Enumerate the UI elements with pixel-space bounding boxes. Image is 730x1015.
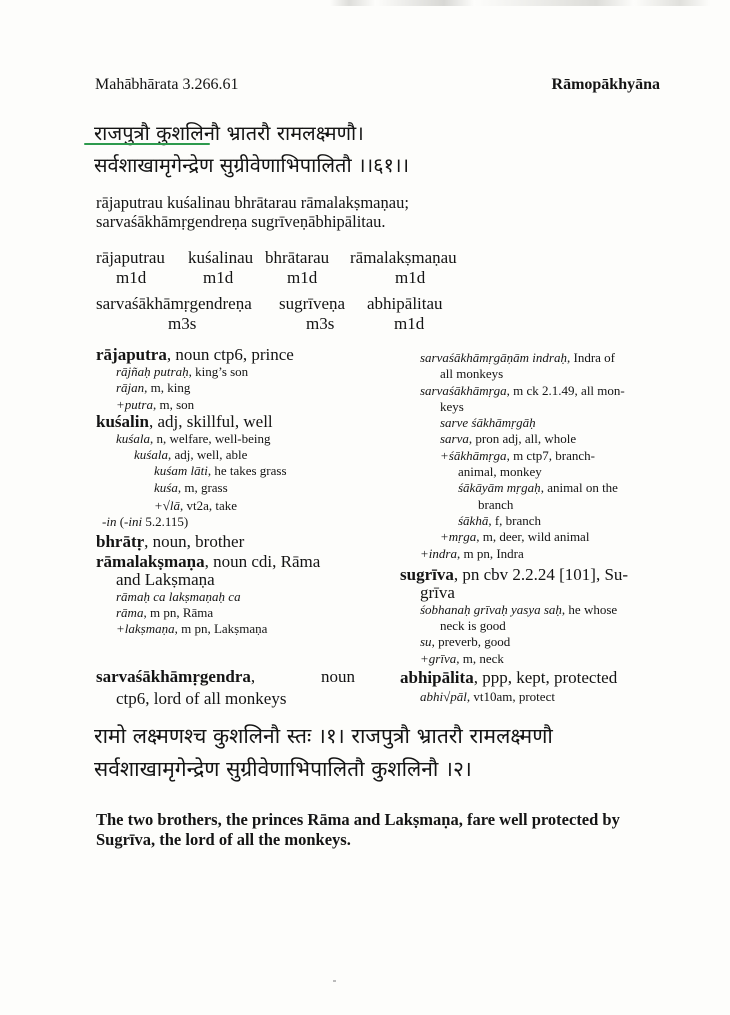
entry-sub-line: +putra, m, son [116, 396, 195, 412]
analysis-tag: m1d [394, 314, 425, 333]
header-reference: Mahābhārata 3.266.61 [95, 76, 239, 93]
entry-sub-line: śobhanaḥ grīvaḥ yasya saḥ, he whose [420, 601, 618, 617]
analysis-tag: m1d [203, 268, 234, 287]
headword: sarvaśākhāmṛgendra [96, 666, 251, 686]
page-speck [333, 980, 336, 982]
entry-headword-line: sarvaśākhāmṛgendra, noun [96, 666, 355, 686]
analysis-word: kuśalinau [188, 248, 254, 267]
entry-headword-line: abhipālita, ppp, kept, protected [400, 668, 618, 688]
glossary-left-column [96, 346, 396, 708]
entry-sub-line: kuśala, adj, well, able [134, 447, 248, 463]
prose-devanagari-line-2: सर्वशाखामृगेन्द्रेण सुग्रीवेणाभिपालितौ कुशलिनौ ।२। [94, 757, 472, 781]
entry-sub-line: all monkeys [440, 366, 504, 382]
analysis-word: rājaputrau [96, 248, 165, 267]
green-underline [84, 143, 210, 145]
analysis-tag: m3s [168, 314, 197, 333]
entry-sub-line: sarve śākhāmṛgāḥ [440, 415, 536, 431]
verse-devanagari-line-2: सर्वशाखामृगेन्द्रेण सुग्रीवेणाभिपालितौ ।।६१।। [94, 153, 410, 177]
analysis-word: rāmalakṣmaṇau [350, 248, 457, 267]
headword: rājaputra [96, 345, 167, 364]
entry-sub-line: kuśa, m, grass [154, 479, 228, 495]
english-translation: The two brothers, the princes Rāma and Lakṣmaṇa, fare well protected by Sugrīva, the lord of all the monkeys. [96, 810, 620, 849]
entry-sub-line: kuśala, n, welfare, well-being [116, 430, 271, 446]
entry-sub-line: branch [478, 496, 514, 512]
entry-headword-line: bhrātṛ, noun, brother [96, 531, 245, 551]
analysis-word: sarvaśākhāmṛgendreṇa [96, 294, 252, 313]
entry-sub-line: rājan, m, king [116, 380, 191, 396]
entry-sub-line: -in (-ini 5.2.115) [102, 514, 189, 530]
verse-devanagari-line-1: राजपुत्रौ कुशलिनौ भ्रातरौ रामलक्ष्मणौ। [94, 121, 364, 145]
analysis-tag: m1d [395, 268, 426, 287]
prose-devanagari-line-1: रामो लक्ष्मणश्च कुशलिनौ स्तः ।१। राजपुत्रौ भ्रातरौ रामलक्ष्मणौ [94, 724, 553, 748]
entry-headword-line: rājaputra, noun ctp6, prince [96, 345, 294, 364]
entry-continuation: and Lakṣmaṇa [116, 569, 215, 589]
analysis-word: abhipālitau [367, 294, 443, 313]
entry-sub-line: sarvaśākhāmṛgāṇām indraḥ, Indra of [420, 350, 615, 365]
analysis-tag: m3s [306, 314, 335, 333]
entry-continuation: ctp6, lord of all monkeys [116, 688, 287, 708]
entry-sub-line: neck is good [440, 618, 506, 634]
verse-roman-line-1: rājaputrau kuśalinau bhrātarau rāmalakṣmaṇau; [96, 193, 409, 212]
entry-sub-line: abhi√pāl, vt10am, protect [420, 689, 555, 705]
entry-sub-line: +grīva, m, neck [420, 650, 504, 666]
analysis-tag: m1d [287, 268, 318, 287]
verse-roman-line-2: sarvaśākhāmṛgendreṇa sugrīveṇābhipālitau. [96, 212, 386, 231]
entry-headword-line: sugrīva, pn cbv 2.2.24 [101], Su- [400, 564, 629, 584]
entry-sub-line: +√lā, vt2a, take [154, 498, 238, 514]
entry-sub-line: animal, monkey [458, 464, 542, 480]
analysis-word: sugrīveṇa [279, 294, 346, 313]
entry-sub-line: +indra, m pn, Indra [420, 545, 524, 561]
entry-sub-line: +mṛga, m, deer, wild animal [440, 529, 590, 545]
entry-sub-line: su, preverb, good [420, 634, 511, 650]
entry-headword-line: rāmalakṣmaṇa, noun cdi, Rāma [96, 551, 321, 571]
entry-sub-line: śākāyām mṛgaḥ, animal on the [458, 480, 618, 496]
header-title: Rāmopākhyāna [551, 76, 660, 93]
entry-sub-line: sarva, pron adj, all, whole [440, 431, 577, 447]
glossary-right-column [400, 350, 680, 705]
entry-sub-line: rāma, m pn, Rāma [116, 604, 214, 620]
headword: kuśalin [96, 411, 149, 431]
entry-sub-line: +lakṣmaṇa, m pn, Lakṣmaṇa [116, 621, 268, 637]
scan-artifact [330, 0, 710, 6]
analysis-tag: m1d [116, 268, 147, 287]
entry-headword-line: kuśalin, adj, skillful, well [96, 411, 273, 431]
headword: bhrātṛ [96, 531, 145, 551]
entry-sub-line: keys [440, 398, 464, 414]
entry-continuation: grīva [420, 582, 455, 602]
entry-sub-line: rāmaḥ ca lakṣmaṇaḥ ca [116, 588, 241, 604]
entry-sub-line: rājñaḥ putraḥ, king’s son [116, 364, 249, 379]
entry-sub-line: śākhā, f, branch [458, 512, 542, 528]
headword: rāmalakṣmaṇa [96, 551, 205, 571]
headword: sugrīva [400, 564, 454, 584]
entry-sub-line: kuśam lāti, he takes grass [154, 463, 287, 479]
analysis-word: bhrātarau [265, 248, 330, 267]
entry-sub-line: sarvaśākhāmṛga, m ck 2.1.49, all mon- [420, 382, 625, 398]
entry-sub-line: +śākhāmṛga, m ctp7, branch- [440, 447, 596, 463]
headword: abhipālita [400, 668, 474, 688]
